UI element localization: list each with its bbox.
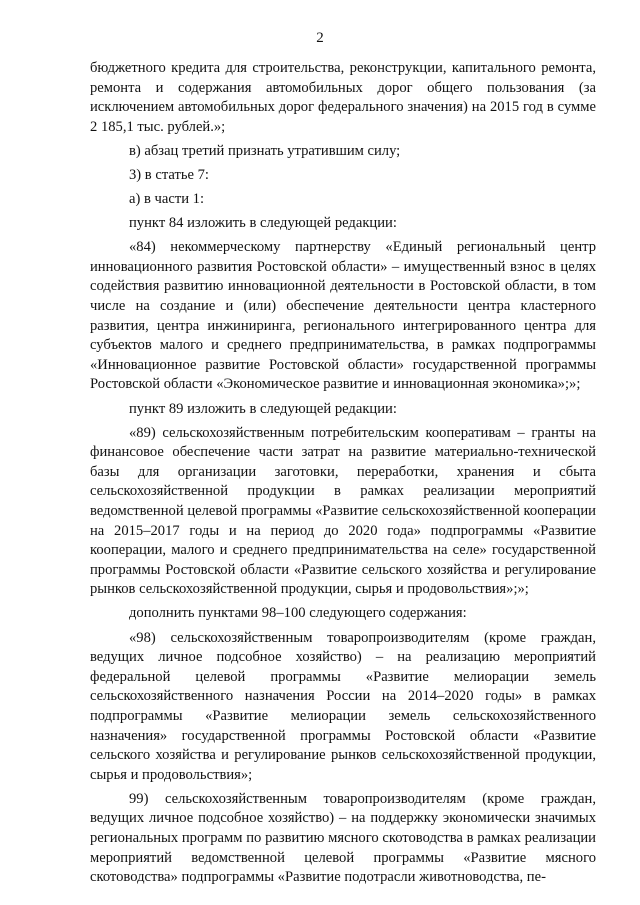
paragraph-10: «98) сельскохозяйственным товаропроизводителям (кроме граждан, ведущих личное подсобное хозяйство) – на реализацию мероприятий федеральной целевой программы «Развитие мелиорации земель сельскохозяйственного назначения России на 2014–2020 годы» в рамках подпрограммы «Развитие мелиорации земель сельскохозяйственного назначения» государственной программы Ростовской области «Развитие сельского хозяйства и регулирование рынков сельскохозяйственной продукции, сырья и продовольствия»; bbox=[90, 629, 596, 783]
paragraph-2: в) абзац третий признать утратившим силу; bbox=[129, 142, 401, 159]
paragraph-8: «89) сельскохозяйственным потребительским кооперативам – гранты на финансовое обеспечение части затрат на развитие материально-технической базы для организации заготовки, переработки, хранения и сбыта сельскохозяйственной продукции в рамках реализации мероприятий ведомственной целевой программы «Развитие сельскохозяйственной кооперации на 2015–2017 годы и на период до 2020 года» подпрограммы «Развитие кооперации, малого и среднего предпринимательства на селе» государственной программы Ростовской области «Развитие сельского хозяйства и регулирование рынков сельскохозяйственной продукции, сырья и продовольствия»;»; bbox=[90, 424, 596, 598]
document-body bbox=[90, 59, 596, 892]
paragraph-7: пункт 89 изложить в следующей редакции: bbox=[129, 400, 397, 417]
paragraph-6: «84) некоммерческому партнерству «Единый региональный центр инновационного развития Ростовской области» – имущественный взнос в целях содействия развитию инновационной деятельности в Ростовской области, в том числе на создание и (или) обеспечение деятельности центра кластерного развития, центра инжиниринга, регионального интегрированного центра для субъектов малого и среднего предпринимательства, в рамках подпрограммы «Инновационное развитие Ростовской области» государственной программы Ростовской области «Экономическое развитие и инновационная экономика»;»; bbox=[90, 239, 596, 393]
paragraph-4: а) в части 1: bbox=[129, 191, 205, 208]
paragraph-11: 99) сельскохозяйственным товаропроизводителям (кроме граждан, ведущих личное подсобное хозяйство) – на поддержку экономически значимых региональных программ по развитию мясного скотоводства в рамках реализации мероприятий ведомственной целевой программы «Развитие мясного скотоводства» подпрограммы «Развитие подотрасли животноводства, пе- bbox=[90, 790, 596, 886]
paragraph-5: пункт 84 изложить в следующей редакции: bbox=[129, 215, 397, 232]
paragraph-1: бюджетного кредита для строительства, реконструкции, капитального ремонта, ремонта и содержания автомобильных дорог общего пользования (за исключением автомобильных дорог федерального значения) на 2015 год в сумме 2 185,1 тыс. рублей.»; bbox=[90, 60, 596, 135]
page-number: 2 bbox=[316, 30, 324, 46]
paragraph-3: 3) в статье 7: bbox=[129, 166, 209, 183]
paragraph-9: дополнить пунктами 98–100 следующего содержания: bbox=[129, 605, 467, 622]
